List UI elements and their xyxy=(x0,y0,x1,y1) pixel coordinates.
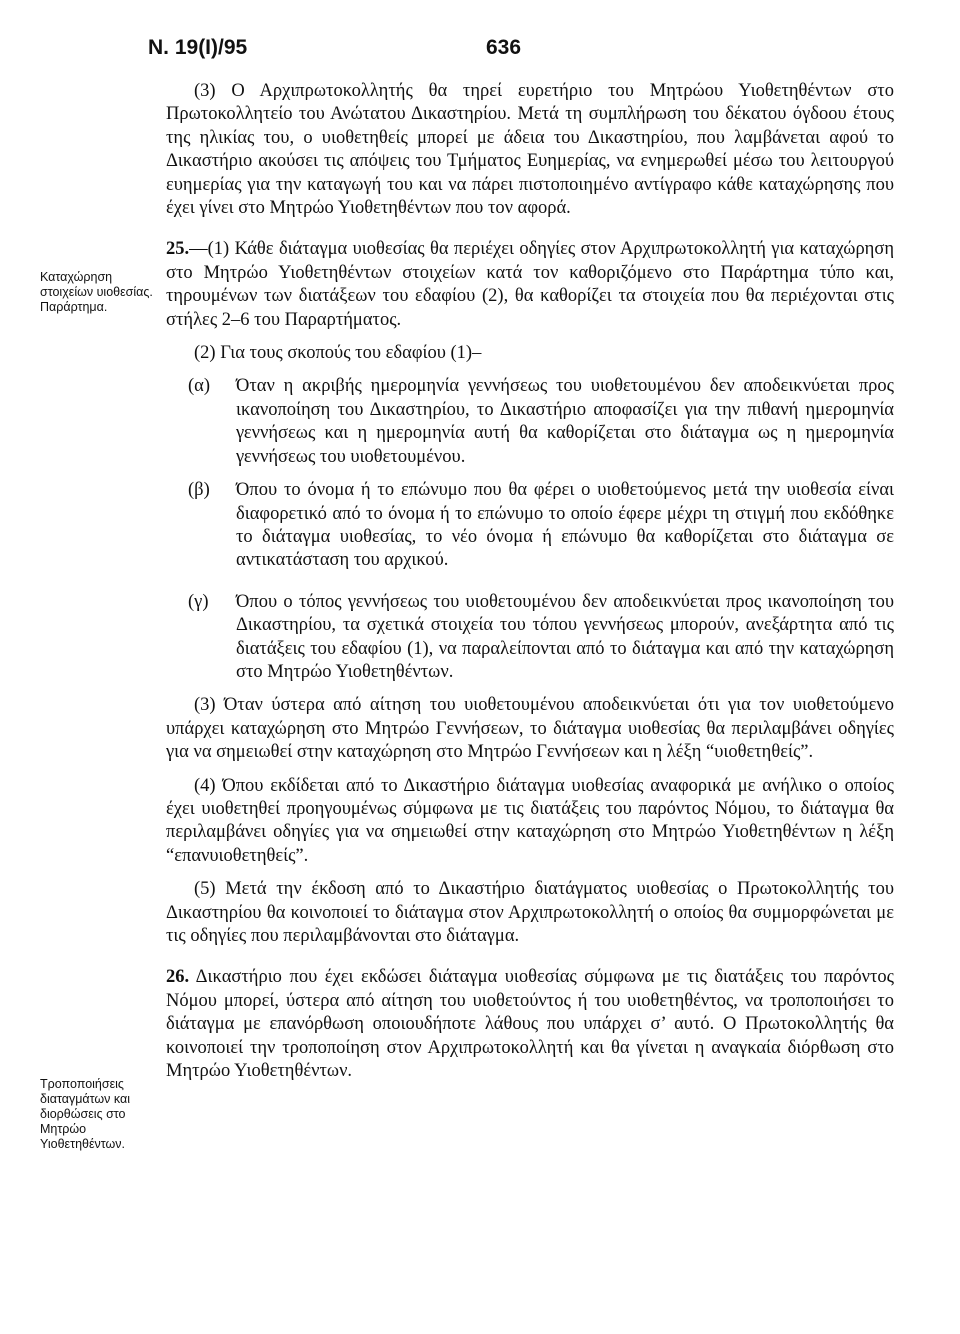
item-c-label: (γ) xyxy=(188,591,209,612)
section-25-subsection-1-text: —(1) Κάθε διάταγμα υιοθεσίας θα περιέχει οδηγίες στον Αρχιπρωτοκολλητή για καταχώρηση στο Μητρώο Υιοθετηθέντων στοιχείων κατά τον καθοριζόμενο στο Παράρτημα τύπο και, τηρουμένων των διατάξεων του εδαφίου (2), θα καθορίζει τα στοιχεία που θα περιέχονται στις στήλες 2–6 του Παραρτήματος. xyxy=(166,239,894,330)
section-25-subsection-1 xyxy=(166,238,894,332)
item-a-label: (α) xyxy=(188,376,211,397)
page-header xyxy=(148,36,900,66)
body-text xyxy=(166,80,894,1083)
law-reference: Ν. 19(Ι)/95 xyxy=(148,36,248,59)
section-25-subsection-2: (2) Για τους σκοπούς του εδαφίου (1)– xyxy=(194,343,482,364)
item-c-text: Όπου ο τόπος γεννήσεως του υιοθετουμένου δεν αποδεικνύεται προς ικανοποίηση του Δικαστηρίου, τα σχετικά στοιχεία του τόπου γεννήσεως μπορούν, ανεξάρτητα από τις διατάξεις του εδαφίου (1), να παραλείπονται από το διάταγμα και από την καταχώρηση στο Μητρώο Υιοθετηθέντων. xyxy=(236,591,894,682)
section-26 xyxy=(166,966,894,1083)
item-b-text: Όπου το όνομα ή το επώνυμο που θα φέρει ο υιοθετούμενος μετά την υιοθεσία είναι διαφορετικό από το όνομα ή το επώνυμο το οποίο έφερε μέχρι τη στιγμή που εκδόθηκε το διάταγμα υιοθεσίας, το νέο όνομα ή επώνυμο θα καθορίζεται στο διάταγμα σε αντικατάσταση του αρχικού. xyxy=(236,480,894,571)
paragraph-24-3: (3) Ο Αρχιπρωτοκολλητής θα τηρεί ευρετήριο του Μητρώου Υιοθετηθέντων στο Πρωτοκολλητείο του Ανώτατου Δικαστηρίου. Μετά τη συμπλήρωση του δέκατου όγδοου έτους της ηλικίας του, ο υιοθετηθείς μπορεί με άδεια του Δικαστηρίου, που λαμβάνεται αφού το Δικαστήριο ακούσει τις απόψεις του Τμήματος Ευημερίας, να ενημερωθεί μέσω του λειτουργού ευημερίας για την καταγωγή του και να πάρει πιστοποιημένο αντίγραφο κάθε καταχώρησης που έχει γίνει στο Μητρώο Υιοθετηθέντων που τον αφορά. xyxy=(166,81,894,219)
section-25-subsection-4: (4) Όπου εκδίδεται από το Δικαστήριο διάταγμα υιοθεσίας αναφορικά με ανήλικο ο οποίος έχει υιοθετηθεί προηγουμένως σύμφωνα με τις διατάξεις του παρόντος Νόμου, το διάταγμα θα περιλαμβάνει οδηγίες για να σημειωθεί στην καταχώρηση στο Μητρώο Υιοθετηθέντων η λέξη “επανυιοθετηθείς”. xyxy=(166,775,894,866)
section-25-item-c xyxy=(166,591,894,685)
margin-note-section-25: Καταχώρηση στοιχείων υιοθεσίας. Παράρτημα. xyxy=(40,270,153,314)
margin-note-section-26: Τροποποιήσεις διαταγμάτων και διορθώσεις στο Μητρώο Υιοθετηθέντων. xyxy=(40,1077,130,1151)
section-25-number: 25. xyxy=(166,239,190,260)
page-number: 636 xyxy=(486,36,522,59)
section-25-item-b xyxy=(166,479,894,573)
section-25-item-a xyxy=(166,375,894,469)
item-b-label: (β) xyxy=(188,480,210,501)
section-25-subsection-3: (3) Όταν ύστερα από αίτηση του υιοθετουμένου αποδεικνύεται ότι για τον υιοθετούμενο υπάρχει καταχώρηση στο Μητρώο Γεννήσεων, το διάταγμα υιοθεσίας θα περιλαμβάνει οδηγίες για να σημειωθεί στην καταχώρηση στο Μητρώο Γεννήσεων και η λέξη “υιοθετηθείς”. xyxy=(166,695,894,763)
section-26-number: 26. xyxy=(166,967,190,988)
section-26-text: Δικαστήριο που έχει εκδώσει διάταγμα υιοθεσίας σύμφωνα με τις διατάξεις του παρόντος Νόμου μπορεί, ύστερα από αίτηση του υιοθετούντος ή του υιοθετηθέντος, να τροποποιήσει το διάταγμα με επανόρθωση οποιουδήποτε λάθους που υπάρχει σ’ αυτό. Ο Πρωτοκολλητής θα κοινοποιεί την τροποποίηση στον Αρχιπρωτοκολλητή και θα γίνεται η αναγκαία διόρθωση στο Μητρώο Υιοθετηθέντων. xyxy=(166,967,894,1082)
item-a-text: Όταν η ακριβής ημερομηνία γεννήσεως του υιοθετουμένου δεν αποδεικνύεται προς ικανοποίηση του Δικαστηρίου, το Δικαστήριο αποφασίζει για την πιθανή ημερομηνία γεννήσεως και η ημερομηνία αυτή θα καθορίζεται στο διάταγμα ως η ημερομηνία γεννήσεως του υιοθετουμένου. xyxy=(236,376,894,467)
section-25-subsection-5: (5) Μετά την έκδοση από το Δικαστήριο διατάγματος υιοθεσίας ο Πρωτοκολλητής του Δικαστηρίου θα κοινοποιεί το διάταγμα στον Αρχιπρωτοκολλητή ο οποίος θα συμμορφώνεται με τις οδηγίες που περιλαμβάνονται στο διάταγμα. xyxy=(166,879,894,946)
